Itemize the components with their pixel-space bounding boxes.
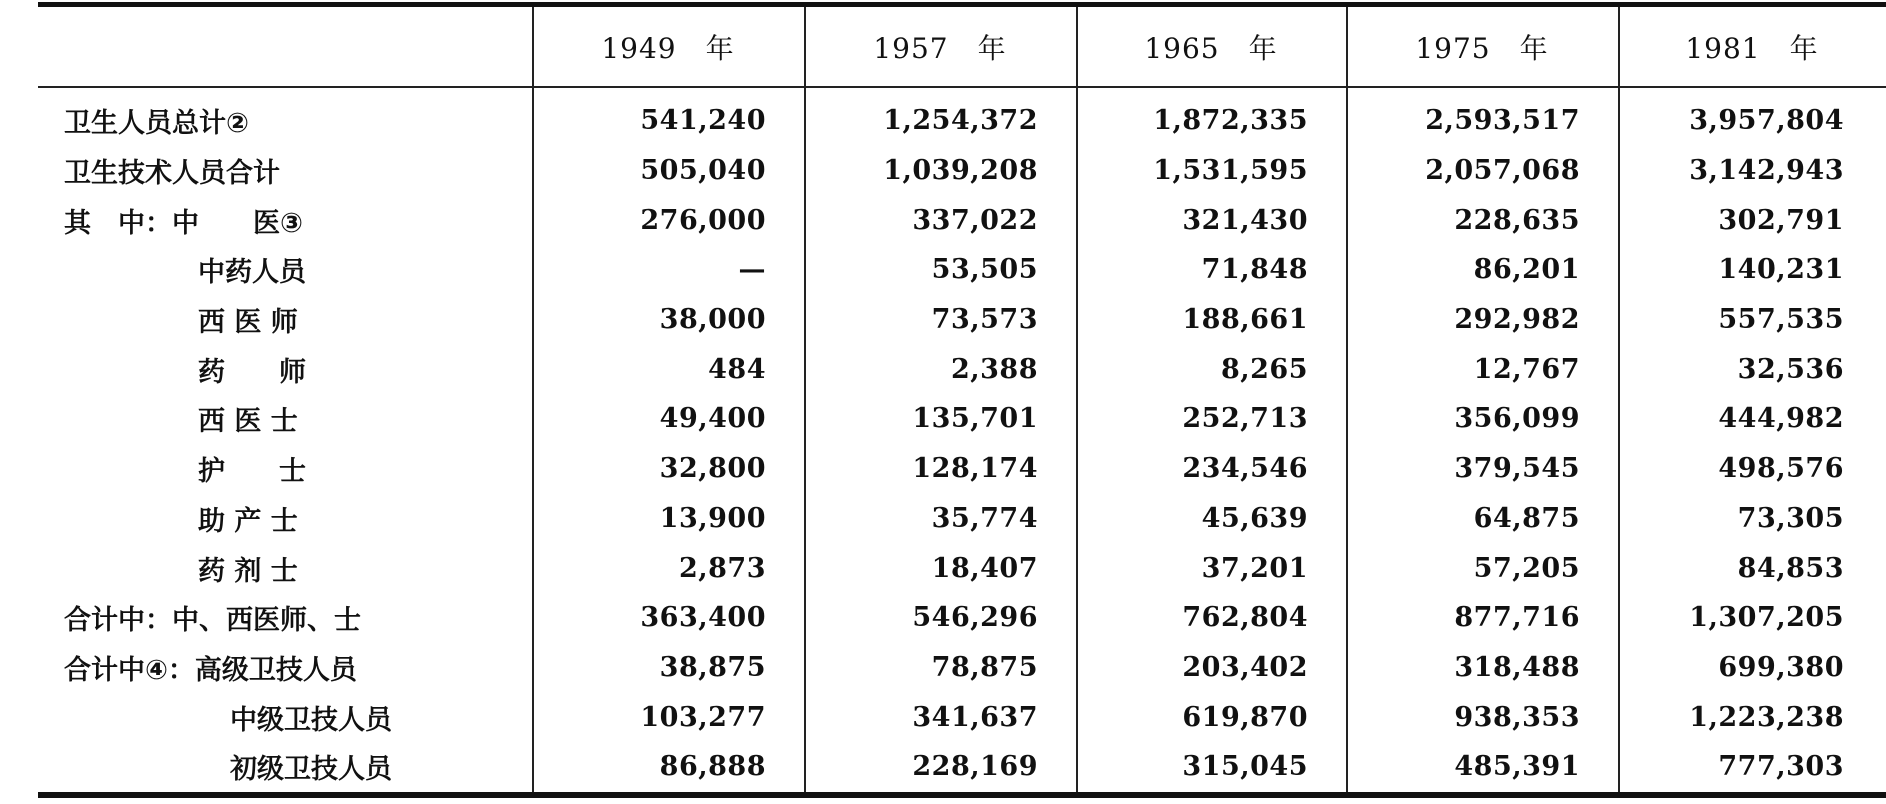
cell-value: 762,804 — [1182, 602, 1308, 634]
cell-value: 228,635 — [1454, 204, 1580, 236]
table-row — [38, 742, 1886, 792]
cell-value: 3,142,943 — [1689, 155, 1844, 187]
cell-value: 78,875 — [931, 651, 1038, 683]
cell-value: 38,000 — [659, 304, 766, 336]
cell-value: 57,205 — [1473, 552, 1580, 584]
cell-value: 938,353 — [1454, 701, 1580, 733]
table-row — [38, 195, 1886, 245]
table-row — [38, 245, 1886, 295]
table-row — [38, 295, 1886, 345]
cell-value: 341,637 — [912, 701, 1038, 733]
cell-value: 140,231 — [1718, 254, 1844, 286]
cell-value: 84,853 — [1737, 552, 1844, 584]
cell-value: 64,875 — [1473, 502, 1580, 534]
cell-value: 12,767 — [1473, 353, 1580, 385]
cell-value: 86,201 — [1473, 254, 1580, 286]
cell-value: 45,639 — [1201, 502, 1308, 534]
table-row — [38, 394, 1886, 444]
cell-value: 541,240 — [640, 105, 766, 137]
header-cell-1975: 1975 年 — [1415, 31, 1549, 65]
header-cell-label — [38, 7, 532, 86]
table-row — [38, 494, 1886, 544]
table-row — [38, 344, 1886, 394]
cell-value: 252,713 — [1182, 403, 1308, 435]
table-row — [38, 643, 1886, 693]
row-label: 药 师 — [198, 356, 306, 388]
cell-value: 37,201 — [1201, 552, 1308, 584]
health-personnel-table — [38, 7, 1886, 792]
cell-value: 363,400 — [640, 602, 766, 634]
cell-value: 2,057,068 — [1425, 155, 1580, 187]
cell-value: 32,536 — [1737, 353, 1844, 385]
cell-value: 203,402 — [1182, 651, 1308, 683]
cell-value: 557,535 — [1718, 304, 1844, 336]
header-row — [38, 7, 1886, 86]
header-cell-1949: 1949 年 — [601, 31, 735, 65]
cell-value: — — [738, 254, 766, 286]
cell-value: 337,022 — [912, 204, 1038, 236]
cell-value: 276,000 — [640, 204, 766, 236]
cell-value: 135,701 — [912, 403, 1038, 435]
cell-value: 546,296 — [912, 602, 1038, 634]
table-row — [38, 593, 1886, 643]
cell-value: 71,848 — [1201, 254, 1308, 286]
table-bottom-rule — [38, 792, 1886, 798]
row-label: 中级卫技人员 — [230, 704, 392, 736]
cell-value: 1,872,335 — [1153, 105, 1308, 137]
cell-value: 318,488 — [1454, 651, 1580, 683]
cell-value: 3,957,804 — [1689, 105, 1844, 137]
header-cell-1965: 1965 年 — [1144, 31, 1278, 65]
cell-value: 1,254,372 — [883, 105, 1038, 137]
row-label: 其 中：中 医③ — [64, 207, 303, 239]
cell-value: 379,545 — [1454, 453, 1580, 485]
row-label: 初级卫技人员 — [230, 754, 392, 786]
cell-value: 73,305 — [1737, 502, 1844, 534]
cell-value: 1,039,208 — [883, 155, 1038, 187]
table-row — [38, 543, 1886, 593]
cell-value: 877,716 — [1454, 602, 1580, 634]
cell-value: 228,169 — [912, 751, 1038, 783]
cell-value: 32,800 — [659, 453, 766, 485]
cell-value: 699,380 — [1718, 651, 1844, 683]
cell-value: 35,774 — [931, 502, 1038, 534]
cell-value: 1,307,205 — [1689, 602, 1844, 634]
cell-value: 2,388 — [950, 353, 1038, 385]
row-label: 西 医 师 — [198, 307, 298, 339]
cell-value: 103,277 — [640, 701, 766, 733]
table-row — [38, 86, 1886, 146]
cell-value: 18,407 — [931, 552, 1038, 584]
cell-value: 505,040 — [640, 155, 766, 187]
row-label: 西 医 士 — [198, 406, 298, 438]
cell-value: 356,099 — [1454, 403, 1580, 435]
header-cell-1981: 1981 年 — [1685, 31, 1819, 65]
cell-value: 8,265 — [1220, 353, 1308, 385]
cell-value: 188,661 — [1182, 304, 1308, 336]
cell-value: 1,223,238 — [1689, 701, 1844, 733]
cell-value: 234,546 — [1182, 453, 1308, 485]
cell-value: 2,873 — [678, 552, 766, 584]
cell-value: 315,045 — [1182, 751, 1308, 783]
cell-value: 38,875 — [659, 651, 766, 683]
row-label: 护 士 — [198, 456, 306, 488]
table-row — [38, 146, 1886, 196]
row-label: 助 产 士 — [198, 505, 298, 537]
cell-value: 302,791 — [1718, 204, 1844, 236]
cell-value: 485,391 — [1454, 751, 1580, 783]
row-label: 药 剂 士 — [198, 555, 298, 587]
cell-value: 73,573 — [931, 304, 1038, 336]
cell-value: 292,982 — [1454, 304, 1580, 336]
header-cell-1957: 1957 年 — [873, 31, 1007, 65]
cell-value: 2,593,517 — [1425, 105, 1580, 137]
row-label: 合计中：中、西医师、士 — [64, 605, 361, 637]
row-label: 合计中④：高级卫技人员 — [64, 654, 357, 686]
row-label: 中药人员 — [198, 257, 306, 289]
cell-value: 86,888 — [659, 751, 766, 783]
cell-value: 777,303 — [1718, 751, 1844, 783]
row-label: 卫生技术人员合计 — [64, 158, 280, 190]
table-row — [38, 444, 1886, 494]
cell-value: 49,400 — [659, 403, 766, 435]
cell-value: 1,531,595 — [1153, 155, 1308, 187]
table-row — [38, 692, 1886, 742]
cell-value: 444,982 — [1718, 403, 1844, 435]
cell-value: 484 — [708, 353, 766, 385]
cell-value: 498,576 — [1718, 453, 1844, 485]
row-label: 卫生人员总计② — [64, 108, 249, 140]
cell-value: 128,174 — [912, 453, 1038, 485]
cell-value: 13,900 — [659, 502, 766, 534]
cell-value: 53,505 — [931, 254, 1038, 286]
cell-value: 321,430 — [1182, 204, 1308, 236]
cell-value: 619,870 — [1182, 701, 1308, 733]
